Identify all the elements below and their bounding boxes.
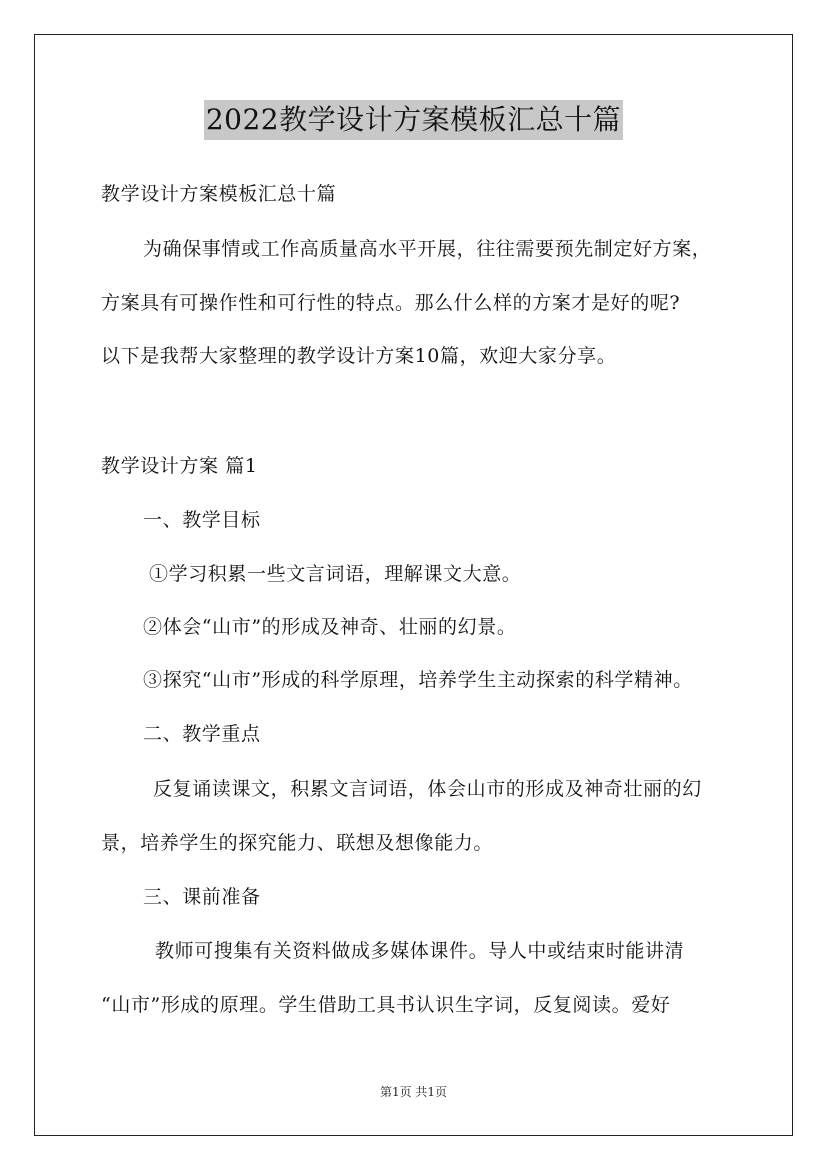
intro-line-3: 以下是我帮大家整理的教学设计方案10篇，欢迎大家分享。	[101, 345, 617, 367]
section-heading: 教学设计方案 篇1	[101, 455, 258, 477]
preparation-line-1: 教师可搜集有关资料做成多媒体课件。导人中或结束时能讲清	[155, 940, 685, 962]
key-points-line-1: 反复诵读课文，积累文言词语，体会山市的形成及神奇壮丽的幻	[153, 778, 702, 800]
page-footer: 第1页 共1页	[379, 1085, 448, 1099]
intro-line-2: 方案具有可操作性和可行性的特点。那么什么样的方案才是好的呢?	[101, 292, 681, 314]
title-container	[0, 100, 827, 140]
objective-1: ①学习积累一些文言词语，理解课文大意。	[149, 563, 522, 585]
preparation-line-2: “山市”形成的原理。学生借助工具书认识生字词，反复阅读。爱好	[101, 994, 671, 1016]
objective-3: ③探究“山市”形成的科学原理，培养学生主动探索的科学精神。	[143, 669, 693, 691]
document-subtitle: 教学设计方案模板汇总十篇	[101, 183, 337, 205]
heading-preparation: 三、课前准备	[143, 886, 261, 908]
key-points-line-2: 景，培养学生的探究能力、联想及想像能力。	[101, 832, 494, 854]
intro-line-1: 为确保事情或工作高质量高水平开展，往往需要预先制定好方案，	[143, 238, 712, 260]
document-title: 2022教学设计方案模板汇总十篇	[204, 100, 623, 140]
heading-key-points: 二、教学重点	[143, 723, 261, 745]
objective-2: ②体会“山市”的形成及神奇、壮丽的幻景。	[143, 616, 517, 638]
heading-objectives: 一、教学目标	[143, 509, 261, 531]
